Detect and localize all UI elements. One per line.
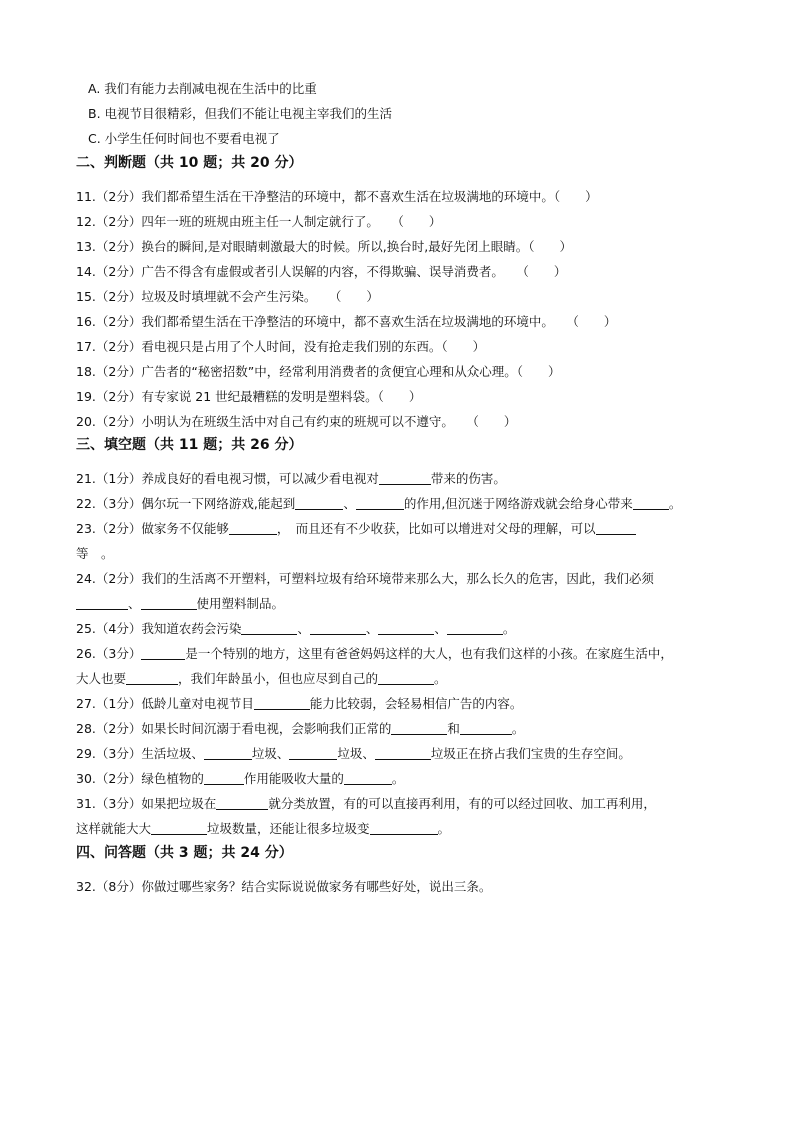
question-31: 31.（3分）如果把垃圾在 就分类放置，有的可以直接再利用，有的可以经过回收、加工再利用， bbox=[76, 796, 656, 811]
answer-blank[interactable] bbox=[460, 720, 512, 735]
question-20: 20.（2分）小明认为在班级生活中对自己有约束的班规可以不遵守。 （ ） bbox=[76, 414, 517, 429]
answer-blank[interactable] bbox=[241, 620, 297, 635]
option-b: B. 电视节目很精彩，但我们不能让电视主宰我们的生活 bbox=[88, 106, 393, 121]
question-28: 28.（2分）如果长时间沉溺于看电视，会影响我们正常的 和 。 bbox=[76, 721, 525, 736]
question-29: 29.（3分）生活垃圾、 垃圾、 垃圾、 垃圾正在挤占我们宝贵的生存空间。 bbox=[76, 746, 631, 761]
question-15: 15.（2分）垃圾及时填埋就不会产生污染。 （ ） bbox=[76, 289, 379, 304]
option-a: A. 我们有能力去削减电视在生活中的比重 bbox=[88, 81, 317, 96]
answer-blank[interactable] bbox=[151, 820, 207, 835]
question-32: 32.（8分）你做过哪些家务？结合实际说说做家务有哪些好处，说出三条。 bbox=[76, 879, 492, 894]
question-12: 12.（2分）四年一班的班规由班主任一人制定就行了。 （ ） bbox=[76, 214, 442, 229]
answer-blank[interactable] bbox=[375, 745, 431, 760]
question-31-cont: 这样就能大大 垃圾数量，还能让很多垃圾变 。 bbox=[76, 821, 451, 836]
question-23: 23.（2分）做家务不仅能够 ， 而且还有不少收获，比如可以增进对父母的理解，可以 bbox=[76, 516, 736, 541]
question-26: 26.（3分） 是一个特别的地方，这里有爸爸妈妈这样的大人，也有我们这样的小孩。在家庭生活中， bbox=[76, 646, 673, 661]
section-3-title: 三、填空题（共 11 题；共 26 分） bbox=[76, 437, 303, 453]
answer-blank[interactable] bbox=[447, 620, 503, 635]
answer-blank[interactable] bbox=[216, 795, 268, 810]
question-13: 13.（2分）换台的瞬间,是对眼睛刺激最大的时候。所以,换台时,最好先闭上眼睛。（ ） bbox=[76, 239, 573, 254]
question-14: 14.（2分）广告不得含有虚假或者引人误解的内容，不得欺骗、误导消费者。 （ ） bbox=[76, 264, 567, 279]
question-26-cont: 大人也要 ，我们年龄虽小，但也应尽到自己的 。 bbox=[76, 671, 447, 686]
question-23-cont: 等 。 bbox=[76, 546, 114, 561]
question-16: 16.（2分）我们都希望生活在干净整洁的环境中，都不喜欢生活在垃圾满地的环境中。 （ ） bbox=[76, 314, 617, 329]
answer-blank[interactable] bbox=[379, 470, 431, 485]
answer-blank[interactable] bbox=[378, 620, 434, 635]
answer-blank[interactable] bbox=[204, 745, 252, 760]
question-24-cont: 、 使用塑料制品。 bbox=[76, 591, 736, 616]
question-17: 17.（2分）看电视只是占用了个人时间，没有抢走我们别的东西。（ ） bbox=[76, 339, 486, 354]
question-18: 18.（2分）广告者的“秘密招数”中，经常利用消费者的贪便宜心理和从众心理。（ ） bbox=[76, 364, 561, 379]
question-25: 25.（4分）我知道农药会污染 、 、 、 。 bbox=[76, 621, 516, 636]
question-22: 22.（3分）偶尔玩一下网络游戏,能起到 、 的作用,但沉迷于网络游戏就会给身心带来 。 bbox=[76, 496, 682, 511]
answer-blank[interactable] bbox=[126, 670, 178, 685]
question-24: 24.（2分）我们的生活离不开塑料，可塑料垃圾有给环境带来那么大，那么长久的危害，因此，我们必须 bbox=[76, 571, 654, 586]
answer-blank[interactable] bbox=[310, 620, 366, 635]
answer-blank[interactable] bbox=[356, 495, 404, 510]
answer-blank[interactable] bbox=[254, 695, 310, 710]
question-30: 30.（2分）绿色植物的 作用能吸收大量的 。 bbox=[76, 771, 405, 786]
answer-blank[interactable] bbox=[295, 495, 343, 510]
question-19: 19.（2分）有专家说 21 世纪最糟糕的发明是塑料袋。（ ） bbox=[76, 389, 422, 404]
answer-blank[interactable] bbox=[633, 495, 669, 510]
question-27: 27.（1分）低龄儿童对电视节目 能力比较弱，会轻易相信广告的内容。 bbox=[76, 696, 523, 711]
section-2-title: 二、判断题（共 10 题；共 20 分） bbox=[76, 155, 303, 171]
answer-blank[interactable] bbox=[289, 745, 337, 760]
question-21: 21.（1分）养成良好的看电视习惯，可以减少看电视对 带来的伤害。 bbox=[76, 471, 506, 486]
answer-blank[interactable] bbox=[344, 770, 392, 785]
answer-blank[interactable] bbox=[391, 720, 447, 735]
question-11: 11.（2分）我们都希望生活在干净整洁的环境中，都不喜欢生活在垃圾满地的环境中。（ ） bbox=[76, 189, 598, 204]
answer-blank[interactable] bbox=[378, 670, 434, 685]
answer-blank[interactable] bbox=[76, 595, 128, 610]
answer-blank[interactable] bbox=[370, 820, 438, 835]
option-c: C. 小学生任何时间也不要看电视了 bbox=[88, 131, 280, 146]
answer-blank[interactable] bbox=[596, 520, 636, 535]
answer-blank[interactable] bbox=[141, 595, 197, 610]
answer-blank[interactable] bbox=[141, 645, 185, 660]
answer-blank[interactable] bbox=[204, 770, 244, 785]
answer-blank[interactable] bbox=[229, 520, 277, 535]
section-4-title: 四、问答题（共 3 题；共 24 分） bbox=[76, 845, 293, 861]
